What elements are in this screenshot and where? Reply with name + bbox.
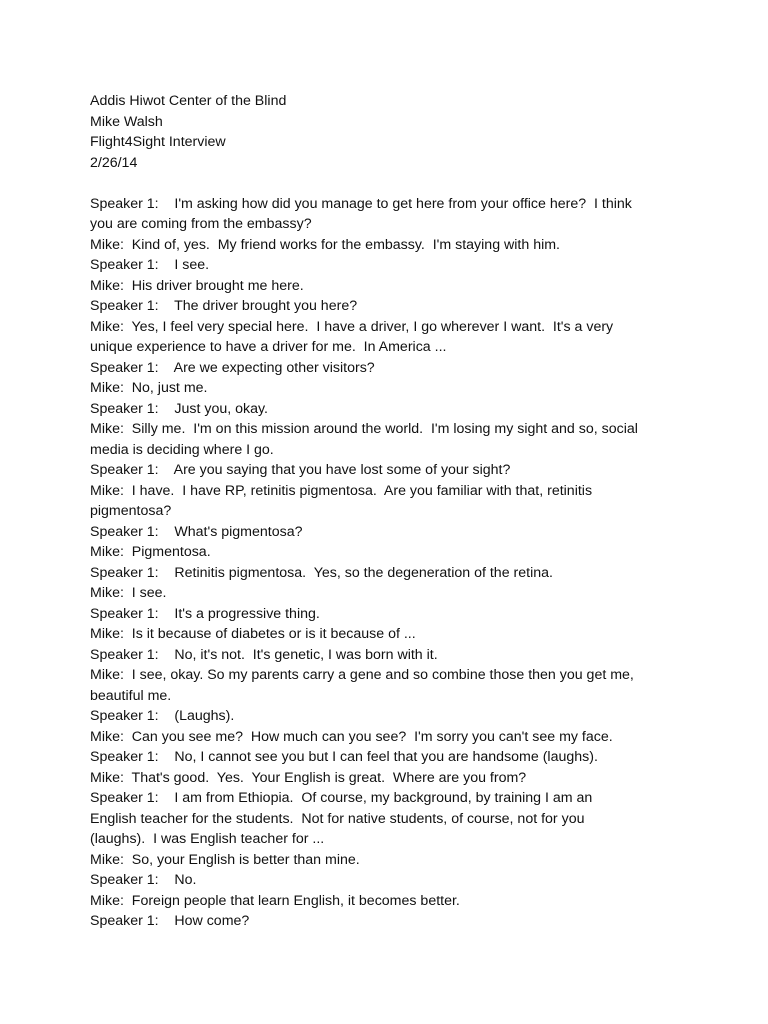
transcript-line: Mike: Pigmentosa. bbox=[90, 544, 211, 560]
transcript-line: Speaker 1: What's pigmentosa? bbox=[90, 523, 303, 540]
interviewee-name: Mike Walsh bbox=[90, 113, 163, 130]
transcript-line: Speaker 1: No. bbox=[90, 872, 197, 888]
transcript-line: Speaker 1: Retinitis pigmentosa. Yes, so the degeneration of the retina. bbox=[90, 564, 553, 581]
transcript-line: Mike: Yes, I feel very special here. I have a driver, I go wherever I want. It's a very bbox=[90, 318, 614, 335]
header-spacer bbox=[90, 173, 690, 194]
transcript-line: Speaker 1: Are you saying that you have lost some of your sight? bbox=[90, 462, 511, 478]
transcript-line: beautiful me. bbox=[90, 687, 172, 704]
transcript-line: Mike: I have. I have RP, retinitis pigmentosa. Are you familiar with that, retinitis bbox=[90, 482, 593, 499]
transcript-line: you are coming from the embassy? bbox=[90, 216, 312, 232]
transcript-line: English teacher for the students. Not for native students, of course, not for you bbox=[90, 810, 585, 827]
transcript-line: Speaker 1: How come? bbox=[90, 913, 250, 929]
transcript-line: Mike: Foreign people that learn English, it becomes better. bbox=[90, 892, 460, 909]
transcript-line: Speaker 1: The driver brought you here? bbox=[90, 298, 358, 314]
organization-name: Addis Hiwot Center of the Blind bbox=[90, 93, 287, 109]
transcript-line: Mike: Silly me. I'm on this mission around the world. I'm losing my sight and so, social bbox=[90, 421, 638, 437]
transcript-line: Mike: So, your English is better than mine. bbox=[90, 851, 360, 868]
transcript-line: media is deciding where I go. bbox=[90, 441, 274, 458]
interview-date: 2/26/14 bbox=[90, 154, 138, 171]
transcript-line: Speaker 1: Just you, okay. bbox=[90, 400, 268, 417]
transcript-line: Speaker 1: (Laughs). bbox=[90, 708, 235, 724]
transcript-line: Mike: No, just me. bbox=[90, 380, 208, 396]
transcript-line: Mike: I see. bbox=[90, 585, 167, 601]
transcript-line: pigmentosa? bbox=[90, 503, 172, 519]
transcript-line: Mike: Is it because of diabetes or is it because of ... bbox=[90, 626, 416, 642]
transcript-line: Speaker 1: No, it's not. It's genetic, I was born with it. bbox=[90, 646, 438, 663]
transcript-line: Mike: That's good. Yes. Your English is great. Where are you from? bbox=[90, 769, 527, 786]
document-page bbox=[90, 91, 690, 932]
transcript-line: Speaker 1: No, I cannot see you but I can feel that you are handsome (laughs). bbox=[90, 749, 598, 765]
transcript-line: Speaker 1: Are we expecting other visitors? bbox=[90, 359, 375, 376]
transcript-line: Speaker 1: I see. bbox=[90, 257, 210, 273]
transcript-line: Speaker 1: It's a progressive thing. bbox=[90, 605, 320, 622]
transcript-line: Mike: Kind of, yes. My friend works for the embassy. I'm staying with him. bbox=[90, 236, 560, 253]
transcript-line: Mike: Can you see me? How much can you see? I'm sorry you can't see my face. bbox=[90, 728, 613, 745]
transcript-line: (laughs). I was English teacher for ... bbox=[90, 831, 325, 847]
transcript-body bbox=[90, 194, 690, 932]
transcript-line: Mike: I see, okay. So my parents carry a gene and so combine those then you get me, bbox=[90, 667, 634, 683]
transcript-line: Mike: His driver brought me here. bbox=[90, 277, 304, 294]
transcript-line: Speaker 1: I'm asking how did you manage to get here from your office here? I think bbox=[90, 195, 632, 212]
transcript-line: unique experience to have a driver for me. In America ... bbox=[90, 339, 447, 355]
document-title: Flight4Sight Interview bbox=[90, 134, 226, 150]
transcript-line: Speaker 1: I am from Ethiopia. Of course, my background, by training I am an bbox=[90, 790, 593, 806]
